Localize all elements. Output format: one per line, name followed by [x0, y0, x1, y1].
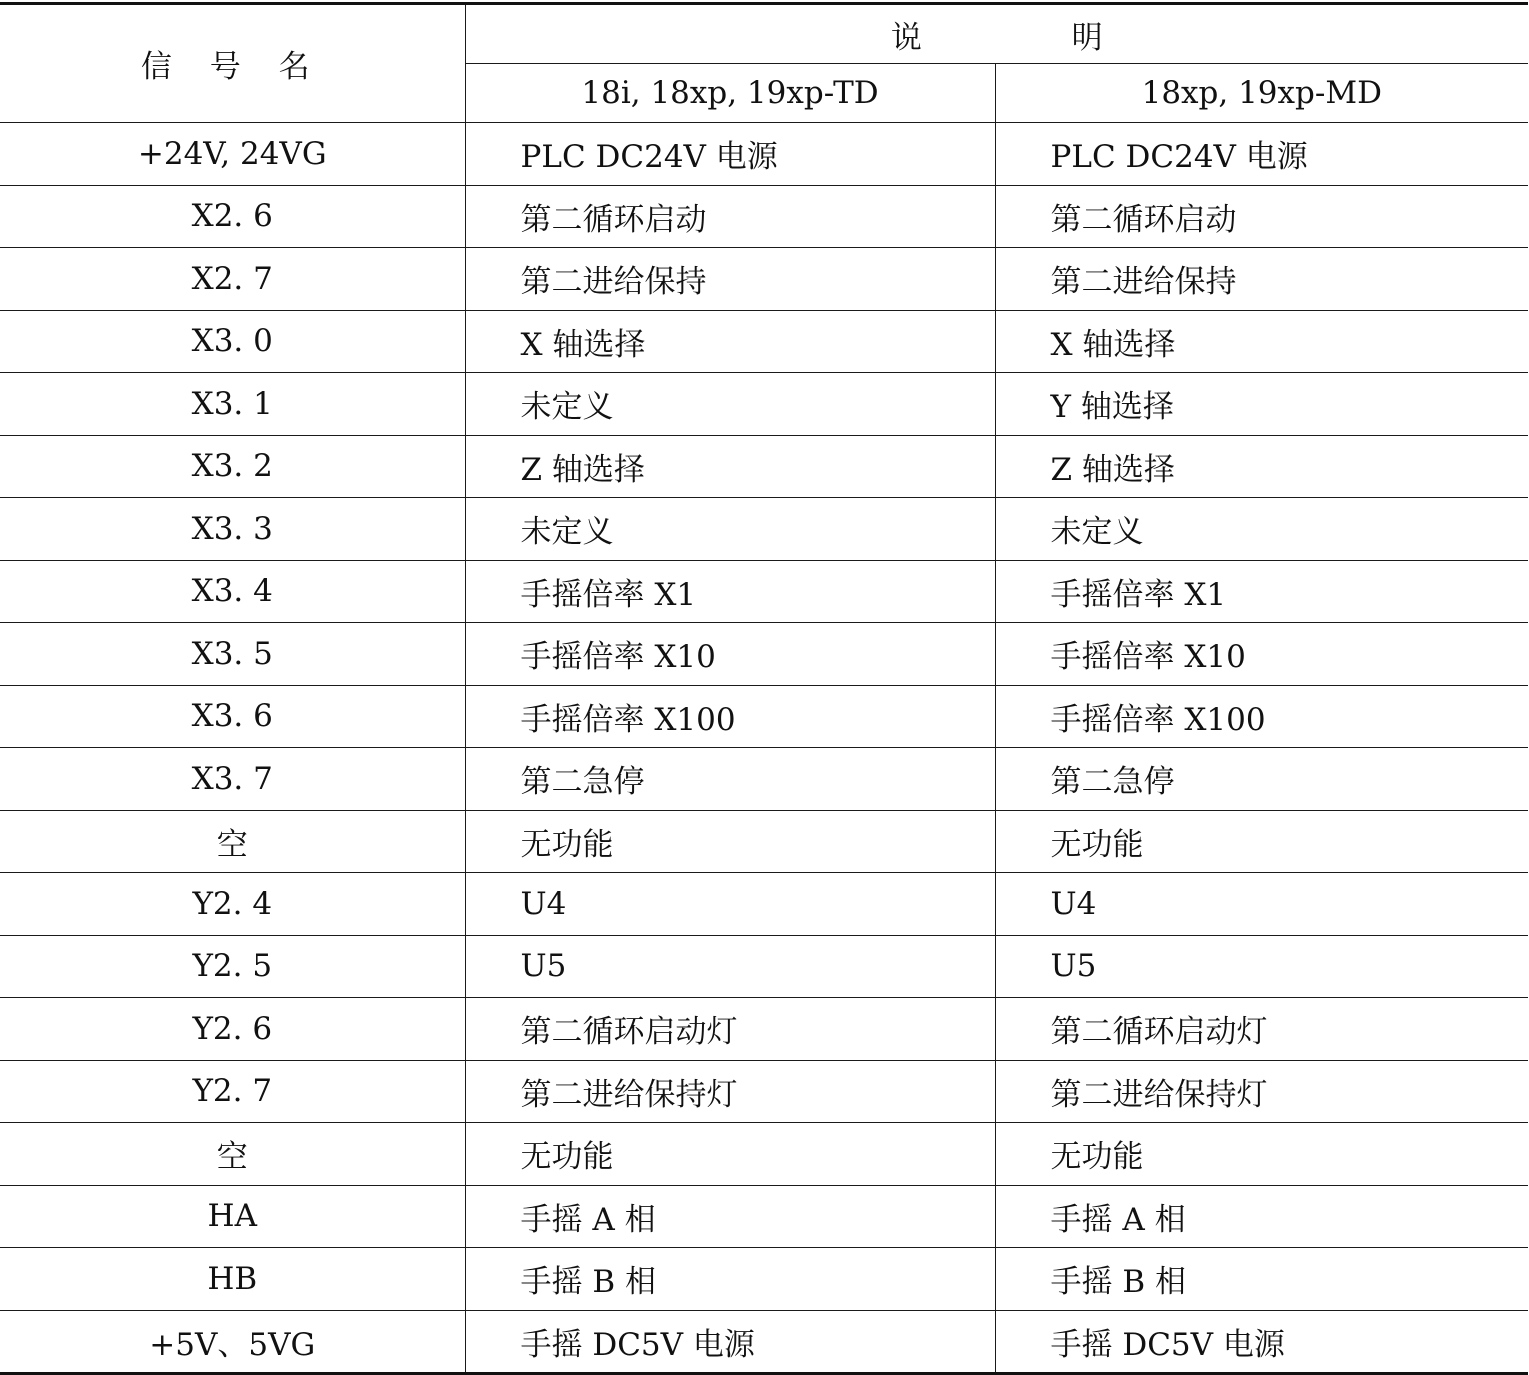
signal-cell: 空 — [0, 810, 465, 873]
table-body — [0, 123, 1528, 1374]
signal-cell: 空 — [0, 1123, 465, 1186]
signal-cell: +24V, 24VG — [0, 123, 465, 186]
description-a-cell: 第二循环启动 — [465, 185, 995, 248]
description-b-cell: 手摇倍率 X10 — [995, 623, 1528, 686]
description-b-cell: 第二急停 — [995, 748, 1528, 811]
description-a-cell: 手摇 B 相 — [465, 1248, 995, 1311]
description-b-cell: Z 轴选择 — [995, 435, 1528, 498]
description-b-cell: 手摇 B 相 — [995, 1248, 1528, 1311]
table-row — [0, 435, 1528, 498]
description-b-cell: 手摇倍率 X100 — [995, 685, 1528, 748]
description-a-cell: 无功能 — [465, 810, 995, 873]
signal-cell: Y2. 4 — [0, 873, 465, 936]
table-row — [0, 560, 1528, 623]
signal-cell: X3. 4 — [0, 560, 465, 623]
description-a-cell: U5 — [465, 935, 995, 998]
signal-cell: HB — [0, 1248, 465, 1311]
signal-cell: X3. 0 — [0, 310, 465, 373]
signal-table — [0, 2, 1528, 1375]
description-a-cell: 第二进给保持灯 — [465, 1060, 995, 1123]
signal-cell: X2. 7 — [0, 248, 465, 311]
description-b-cell: 无功能 — [995, 810, 1528, 873]
description-a-cell: 第二进给保持 — [465, 248, 995, 311]
description-a-cell: 第二急停 — [465, 748, 995, 811]
description-a-cell: X 轴选择 — [465, 310, 995, 373]
description-a-cell: 手摇 A 相 — [465, 1185, 995, 1248]
description-a-cell: 未定义 — [465, 498, 995, 561]
table-row — [0, 1185, 1528, 1248]
header-signal-name: 信 号 名 — [0, 4, 465, 123]
signal-cell: Y2. 6 — [0, 998, 465, 1061]
header-model-b: 18xp, 19xp-MD — [995, 64, 1528, 123]
table-row — [0, 1310, 1528, 1374]
table-row — [0, 185, 1528, 248]
signal-cell: X3. 7 — [0, 748, 465, 811]
table-row — [0, 123, 1528, 186]
description-b-cell: X 轴选择 — [995, 310, 1528, 373]
table-row — [0, 873, 1528, 936]
signal-cell: X3. 5 — [0, 623, 465, 686]
description-a-cell: 第二循环启动灯 — [465, 998, 995, 1061]
table-row — [0, 810, 1528, 873]
description-a-cell: 未定义 — [465, 373, 995, 436]
description-b-cell: 第二进给保持 — [995, 248, 1528, 311]
description-a-cell: 手摇倍率 X1 — [465, 560, 995, 623]
description-a-cell: 无功能 — [465, 1123, 995, 1186]
table-row — [0, 623, 1528, 686]
signal-cell: X3. 2 — [0, 435, 465, 498]
table-row — [0, 998, 1528, 1061]
signal-cell: Y2. 5 — [0, 935, 465, 998]
signal-cell: X3. 3 — [0, 498, 465, 561]
signal-cell: X3. 6 — [0, 685, 465, 748]
signal-cell: Y2. 7 — [0, 1060, 465, 1123]
table-row — [0, 498, 1528, 561]
description-a-cell: 手摇 DC5V 电源 — [465, 1310, 995, 1374]
signal-cell: HA — [0, 1185, 465, 1248]
table-row — [0, 1123, 1528, 1186]
signal-cell: X2. 6 — [0, 185, 465, 248]
description-a-cell: 手摇倍率 X10 — [465, 623, 995, 686]
description-b-cell: 未定义 — [995, 498, 1528, 561]
description-a-cell: 手摇倍率 X100 — [465, 685, 995, 748]
description-b-cell: 第二进给保持灯 — [995, 1060, 1528, 1123]
table-row — [0, 748, 1528, 811]
table-row — [0, 1060, 1528, 1123]
description-b-cell: 手摇 A 相 — [995, 1185, 1528, 1248]
description-b-cell: Y 轴选择 — [995, 373, 1528, 436]
table-header — [0, 4, 1528, 123]
description-b-cell: U4 — [995, 873, 1528, 936]
table-row — [0, 1248, 1528, 1311]
signal-cell: +5V、5VG — [0, 1310, 465, 1374]
table-row — [0, 935, 1528, 998]
description-a-cell: Z 轴选择 — [465, 435, 995, 498]
description-a-cell: U4 — [465, 873, 995, 936]
description-b-cell: 第二循环启动灯 — [995, 998, 1528, 1061]
table-row — [0, 248, 1528, 311]
description-b-cell: 手摇 DC5V 电源 — [995, 1310, 1528, 1374]
description-b-cell: 手摇倍率 X1 — [995, 560, 1528, 623]
description-b-cell: U5 — [995, 935, 1528, 998]
header-description: 说 明 — [465, 4, 1528, 64]
table-row — [0, 373, 1528, 436]
description-b-cell: PLC DC24V 电源 — [995, 123, 1528, 186]
signal-cell: X3. 1 — [0, 373, 465, 436]
description-b-cell: 无功能 — [995, 1123, 1528, 1186]
header-model-a: 18i, 18xp, 19xp-TD — [465, 64, 995, 123]
header-row-1 — [0, 4, 1528, 64]
table-row — [0, 310, 1528, 373]
description-b-cell: 第二循环启动 — [995, 185, 1528, 248]
table-row — [0, 685, 1528, 748]
description-a-cell: PLC DC24V 电源 — [465, 123, 995, 186]
